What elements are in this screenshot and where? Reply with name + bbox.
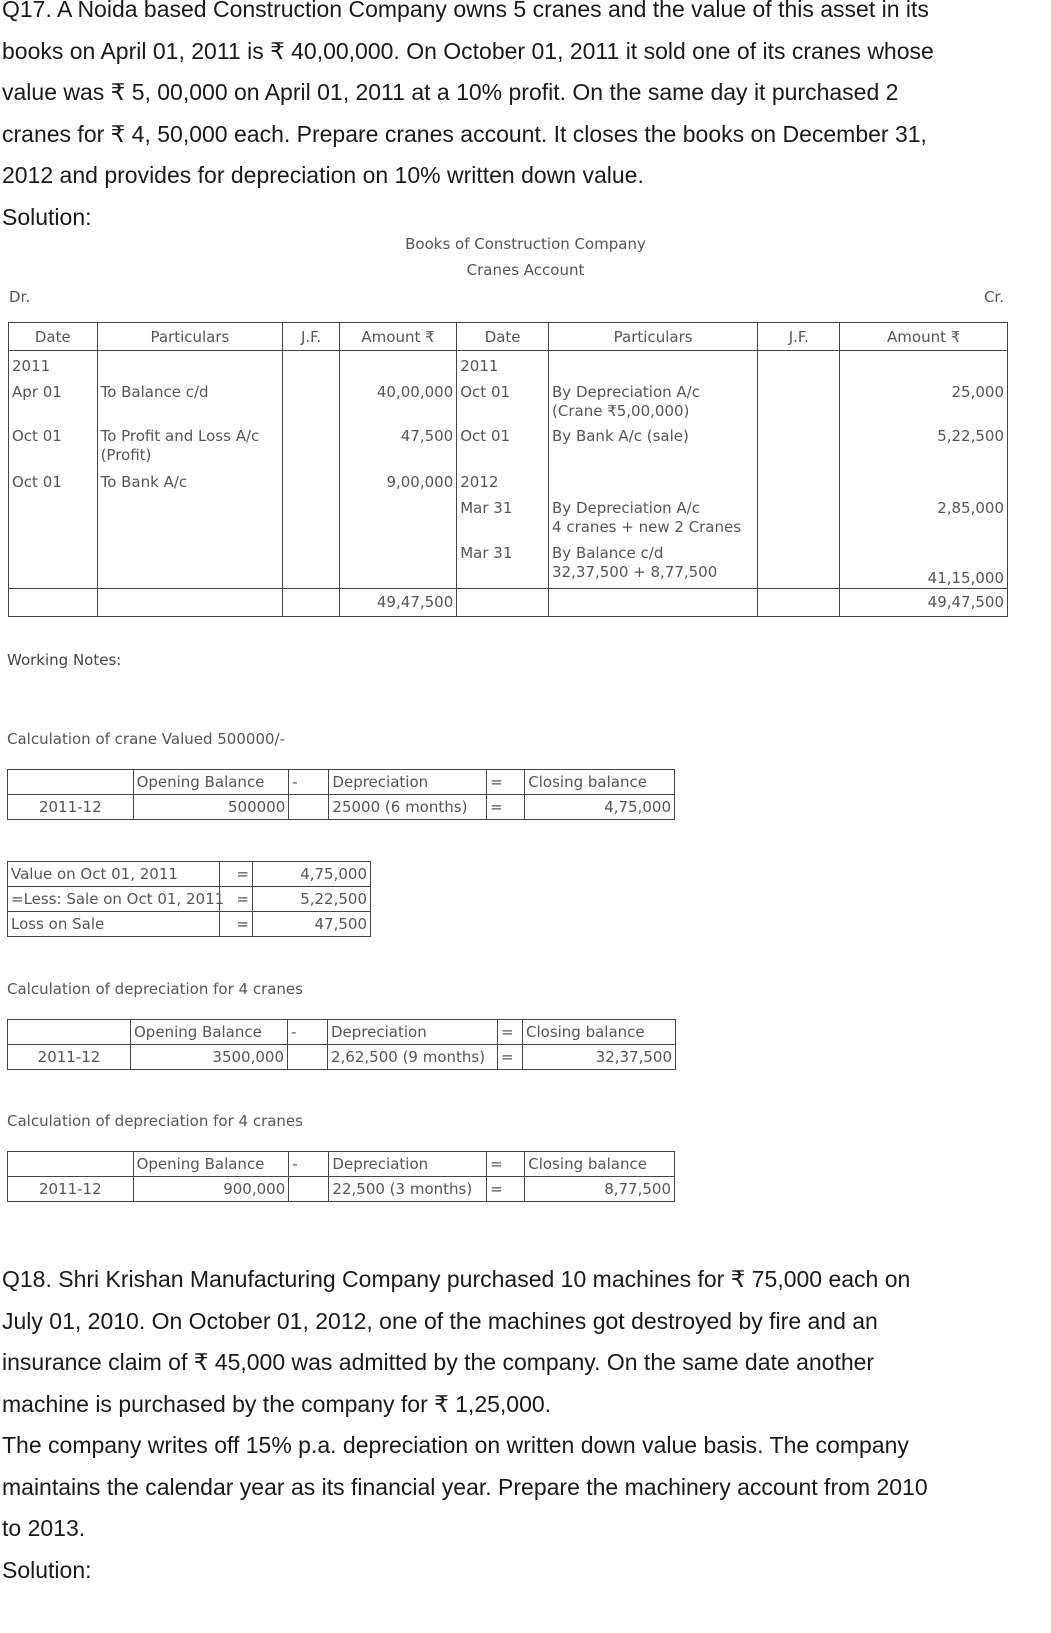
cell: By Depreciation A/c 4 cranes + new 2 Cranes (549, 499, 758, 544)
cell (549, 473, 758, 499)
cell: =Less: Sale on Oct 01, 2011 (8, 887, 220, 912)
header-particulars-cr: Particulars (549, 323, 758, 351)
cell: 8,77,500 (525, 1177, 675, 1202)
q18-line: machine is purchased by the company for ₹ 1,25,000. (2, 1390, 552, 1417)
credit-label: Cr. (983, 288, 1004, 306)
q17-question (2, 0, 1042, 238)
q18-question (2, 1259, 1042, 1591)
cell: 5,22,500 (840, 427, 1008, 473)
cell: Closing balance (523, 1020, 676, 1045)
cell (8, 770, 134, 795)
q18-solution-label: Solution: (2, 1556, 92, 1583)
cell: By Balance c/d 32,37,500 + 8,77,500 (549, 544, 758, 589)
cell (549, 351, 758, 384)
q17-line: 2012 and provides for depreciation on 10% written down value. (2, 162, 644, 188)
cell (283, 473, 340, 499)
cell: 4,75,000 (253, 862, 371, 887)
cell: To Profit and Loss A/c (Profit) (97, 427, 283, 473)
cell: Oct 01 (457, 383, 549, 427)
cell: 3500,000 (131, 1045, 288, 1070)
cell: Oct 01 (9, 473, 98, 499)
header-jf-dr: J.F. (283, 323, 340, 351)
cell (97, 351, 283, 384)
cell: Oct 01 (9, 427, 98, 473)
q17-line: cranes for ₹ 4, 50,000 each. Prepare cranes account. It closes the books on December 31, (2, 120, 927, 147)
q18-line: maintains the calendar year as its financial year. Prepare the machinery account from 2010 (2, 1473, 928, 1500)
cell: = (487, 1152, 525, 1177)
cell: Value on Oct 01, 2011 (8, 862, 220, 887)
total-left: 49,47,500 (339, 589, 456, 617)
cell (339, 351, 456, 384)
total-right: 49,47,500 (840, 589, 1008, 617)
cell: To Balance c/d (97, 383, 283, 427)
cell (758, 427, 840, 473)
table-row (8, 887, 371, 912)
table-row (8, 1177, 675, 1202)
cell (758, 351, 840, 384)
cell (339, 499, 456, 544)
cell: 41,15,000 (840, 544, 1008, 589)
cell (758, 383, 840, 427)
header-jf-cr: J.F. (758, 323, 840, 351)
table-row (8, 770, 675, 795)
cell: Loss on Sale (8, 912, 220, 937)
q17-line: value was ₹ 5, 00,000 on April 01, 2011 at a 10% profit. On the same day it purchased 2 (2, 79, 899, 105)
ledger-header-row (9, 323, 1008, 351)
cell (97, 544, 283, 589)
cell: - (288, 1020, 328, 1045)
header-amount-cr: Amount ₹ (840, 323, 1008, 351)
calc1-caption: Calculation of crane Valued 500000/- (7, 730, 285, 748)
cell (289, 795, 329, 820)
cell: Depreciation (328, 1020, 498, 1045)
cell (840, 473, 1008, 499)
q17-line: Q17. A Noida based Construction Company owns 5 cranes and the value of this asset in its (2, 0, 929, 22)
cell: 2011-12 (8, 795, 134, 820)
cell: 25000 (6 months) (329, 795, 487, 820)
cell: = (487, 770, 525, 795)
cell: 2011-12 (8, 1177, 134, 1202)
cell: Depreciation (329, 1152, 487, 1177)
cell (758, 499, 840, 544)
cell (283, 589, 340, 617)
cell: Depreciation (329, 770, 487, 795)
cell (9, 544, 98, 589)
table-row (9, 351, 1008, 384)
cell: Mar 31 (457, 544, 549, 589)
cell: 2011-12 (8, 1045, 131, 1070)
calc1-table (7, 769, 675, 820)
q18-line: to 2013. (2, 1515, 86, 1541)
cell: 2012 (457, 473, 549, 499)
table-row (8, 862, 371, 887)
cell: = (220, 862, 253, 887)
cell (9, 499, 98, 544)
debit-label: Dr. (9, 288, 31, 306)
cell: 2011 (457, 351, 549, 384)
working-notes-label: Working Notes: (7, 651, 122, 669)
cell: Oct 01 (457, 427, 549, 473)
cell: Opening Balance (133, 770, 289, 795)
cell (97, 589, 283, 617)
cell (840, 351, 1008, 384)
cranes-account-table (8, 322, 1008, 617)
cell: 2,85,000 (840, 499, 1008, 544)
table-row (9, 544, 1008, 589)
table-row (9, 473, 1008, 499)
calc3-table (7, 1151, 675, 1202)
cell: To Bank A/c (97, 473, 283, 499)
cell: 2011 (9, 351, 98, 384)
cell (283, 351, 340, 384)
q17-solution-label: Solution: (2, 203, 92, 230)
header-amount-dr: Amount ₹ (339, 323, 456, 351)
cell: 5,22,500 (253, 887, 371, 912)
cell (549, 589, 758, 617)
cell: 47,500 (339, 427, 456, 473)
cell: 40,00,000 (339, 383, 456, 427)
header-particulars-dr: Particulars (97, 323, 283, 351)
q18-line: Q18. Shri Krishan Manufacturing Company purchased 10 machines for ₹ 75,000 each on (2, 1266, 911, 1292)
sale-table (7, 861, 371, 937)
table-row (8, 1045, 676, 1070)
ledger-total-row (9, 589, 1008, 617)
ledger-title: Books of Construction Company (405, 235, 646, 253)
table-row (8, 1152, 675, 1177)
cell: Closing balance (525, 1152, 675, 1177)
cell: 22,500 (3 months) (329, 1177, 487, 1202)
cell (9, 589, 98, 617)
cell (758, 589, 840, 617)
cell (289, 1177, 329, 1202)
cell: 25,000 (840, 383, 1008, 427)
cell: = (498, 1020, 523, 1045)
cell (97, 499, 283, 544)
cell: = (220, 912, 253, 937)
table-row (8, 912, 371, 937)
cell (457, 589, 549, 617)
table-row (8, 1020, 676, 1045)
cell: 9,00,000 (339, 473, 456, 499)
cell: = (487, 1177, 525, 1202)
cell (758, 473, 840, 499)
cell: = (220, 887, 253, 912)
cell (283, 427, 340, 473)
q18-line: insurance claim of ₹ 45,000 was admitted by the company. On the same date another (2, 1349, 875, 1375)
q17-line: books on April 01, 2011 is ₹ 40,00,000. On October 01, 2011 it sold one of its cranes whose (2, 37, 934, 64)
cell: Opening Balance (131, 1020, 288, 1045)
calc2-caption: Calculation of depreciation for 4 cranes (7, 980, 303, 998)
cell: = (487, 795, 525, 820)
calc2-table (7, 1019, 676, 1070)
cell: 4,75,000 (525, 795, 675, 820)
cell: Apr 01 (9, 383, 98, 427)
cell: Mar 31 (457, 499, 549, 544)
calc3-caption: Calculation of depreciation for 4 cranes (7, 1112, 303, 1130)
table-row (9, 383, 1008, 427)
cell: = (498, 1045, 523, 1070)
ledger-subtitle: Cranes Account (466, 261, 585, 279)
table-row (9, 427, 1008, 473)
table-row (9, 499, 1008, 544)
header-date-cr: Date (457, 323, 549, 351)
cell: - (289, 1152, 329, 1177)
cell (339, 544, 456, 589)
cell (283, 383, 340, 427)
cell: 2,62,500 (9 months) (328, 1045, 498, 1070)
cell: Closing balance (525, 770, 675, 795)
cell (283, 544, 340, 589)
cell (758, 544, 840, 589)
cell (288, 1045, 328, 1070)
cell: - (289, 770, 329, 795)
cell: 500000 (133, 795, 289, 820)
cell (283, 499, 340, 544)
cell: 900,000 (133, 1177, 289, 1202)
q18-line: July 01, 2010. On October 01, 2012, one of the machines got destroyed by fire and an (2, 1307, 878, 1334)
cell: Opening Balance (133, 1152, 289, 1177)
header-date-dr: Date (9, 323, 98, 351)
cell: By Bank A/c (sale) (549, 427, 758, 473)
table-row (8, 795, 675, 820)
cell: 47,500 (253, 912, 371, 937)
cell (8, 1020, 131, 1045)
cell: 32,37,500 (523, 1045, 676, 1070)
q18-line: The company writes off 15% p.a. depreciation on written down value basis. The company (2, 1432, 909, 1458)
cell (8, 1152, 134, 1177)
cell: By Depreciation A/c (Crane ₹5,00,000) (549, 383, 758, 427)
